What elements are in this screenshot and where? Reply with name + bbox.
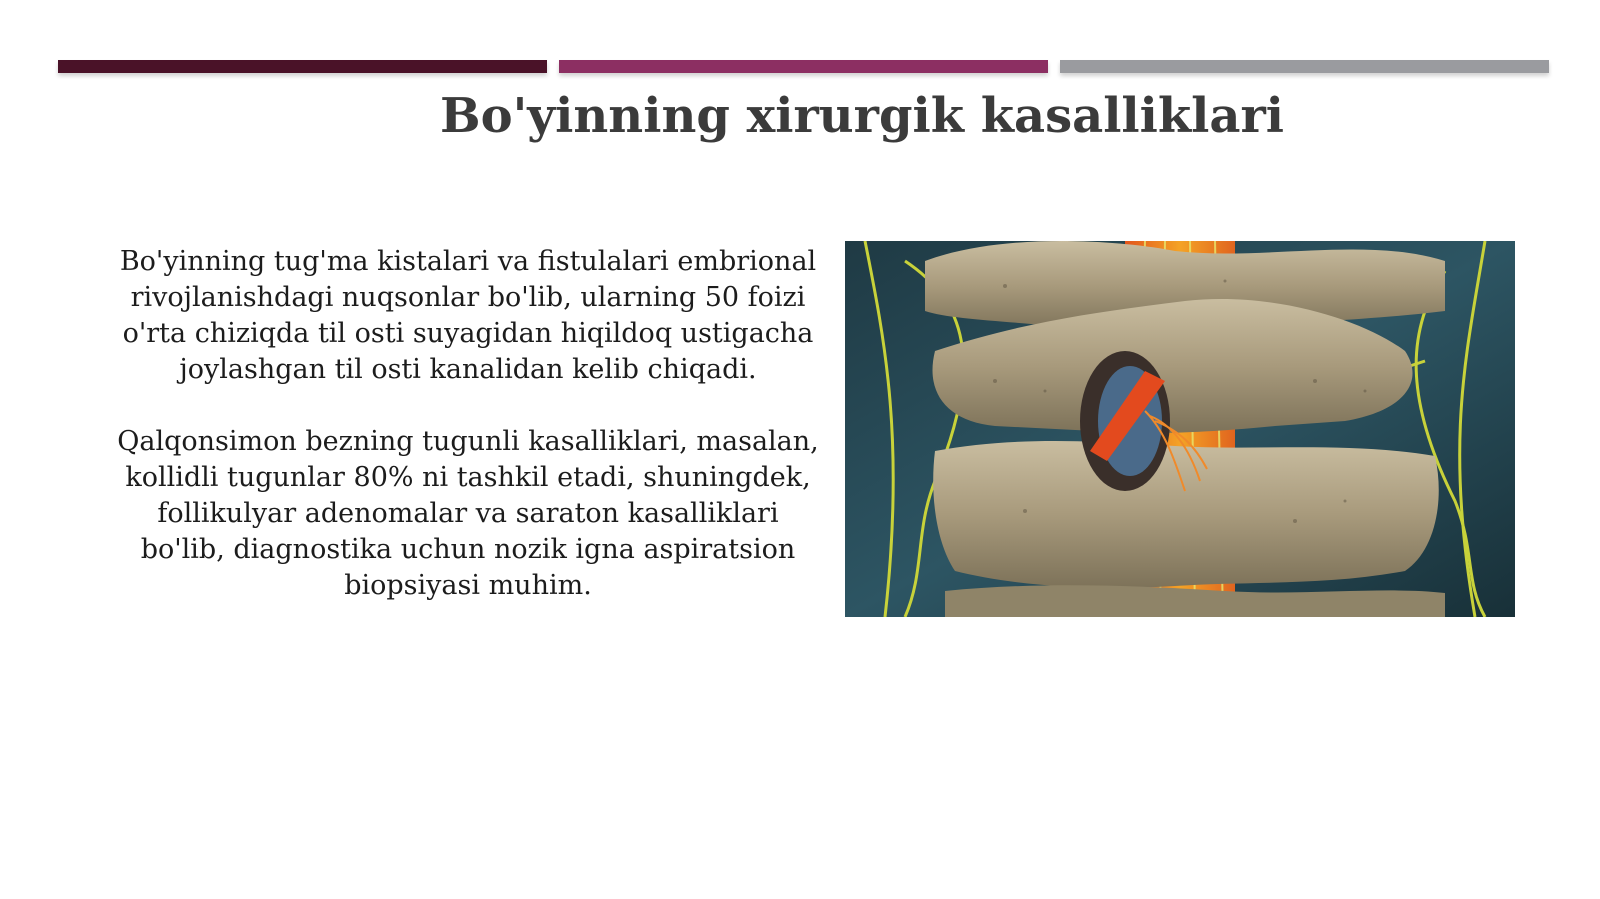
spine-illustration-icon (845, 241, 1515, 617)
accent-bar-middle (559, 60, 1048, 73)
accent-bar-left (58, 60, 547, 73)
slide-body (112, 244, 824, 640)
accent-bar-right (1060, 60, 1549, 73)
spine-illustration-image (845, 241, 1515, 617)
slide-title: Bo'yinning xirurgik kasalliklari (440, 88, 1285, 144)
paragraph-1: Bo'yinning tug'ma kistalari va fistulalari embrional rivojlanishdagi nuqsonlar bo'lib, ularning 50 foizi o'rta chiziqda til osti suyagidan hiqildoq ustigacha joylashgan til osti kanalidan kelib chiqadi. (119, 246, 817, 385)
paragraph-2: Qalqonsimon bezning tugunli kasalliklari, masalan, kollidli tugunlar 80% ni tashkil etadi, shuningdek, follikulyar adenomalar va saraton kasalliklari bo'lib, diagnostika uchun nozik igna aspiratsion biopsiyasi muhim. (117, 426, 819, 601)
